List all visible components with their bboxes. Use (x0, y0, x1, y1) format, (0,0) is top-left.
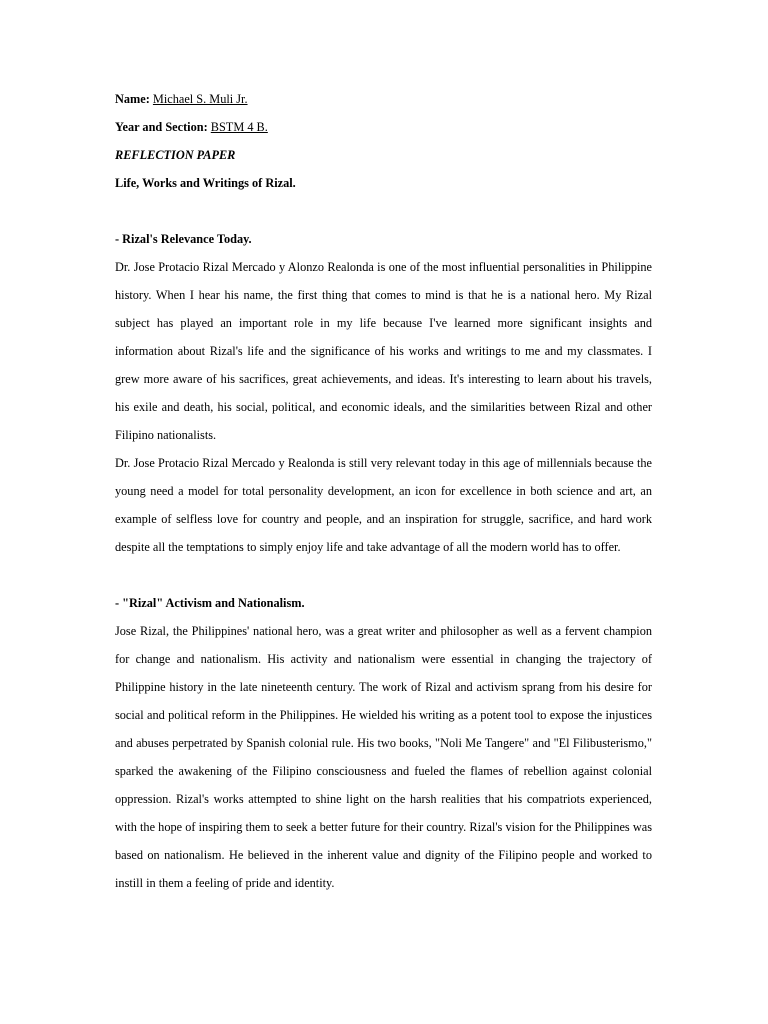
paragraph-activism-1: Jose Rizal, the Philippines' national hero, was a great writer and philosopher as well as a fervent champion for change and nationalism. His activity and nationalism were essential in changing the trajectory of Philippine history in the late nineteenth century. The work of Rizal and activism sprang from his desire for social and political reform in the Philippines. He wielded his writing as a potent tool to expose the injustices and abuses perpetrated by Spanish colonial rule. His two books, "Noli Me Tangere" and "El Filibusterismo," sparked the awakening of the Filipino consciousness and fueled the flames of rebellion against colonial oppression. Rizal's works attempted to shine light on the harsh realities that his compatriots experienced, with the hope of inspiring them to seek a better future for their country. Rizal's vision for the Philippines was based on nationalism. He believed in the inherent value and dignity of the Filipino people and worked to instill in them a feeling of pride and identity. (115, 624, 652, 890)
paper-type: REFLECTION PAPER (115, 148, 236, 162)
section-line (115, 113, 652, 141)
paragraph-relevance-2: Dr. Jose Protacio Rizal Mercado y Realonda is still very relevant today in this age of millennials because the young need a model for total personality development, an icon for excellence in both science and art, an example of selfless love for country and people, and an inspiration for struggle, sacrifice, and hard work despite all the temptations to simply enjoy life and take advantage of all the modern world has to offer. (115, 456, 652, 554)
section-heading-activism: - "Rizal" Activism and Nationalism. (115, 596, 305, 610)
name-value: Michael S. Muli Jr. (152, 92, 248, 106)
section-label: Year and Section: (115, 120, 208, 134)
spacer (115, 561, 652, 589)
paper-subject: Life, Works and Writings of Rizal. (115, 176, 296, 190)
name-line: Name: Michael S. Muli Jr. (115, 92, 248, 106)
name-label: Name (115, 92, 146, 106)
section-heading-relevance: - Rizal's Relevance Today. (115, 232, 252, 246)
section-value: BSTM 4 B. (210, 120, 268, 134)
paragraph-relevance-1: Dr. Jose Protacio Rizal Mercado y Alonzo Realonda is one of the most influential personalities in Philippine history. When I hear his name, the first thing that comes to mind is that he is a national hero. My Rizal subject has played an important role in my life because I've learned more significant insights and information about Rizal's life and the significance of his works and writings to me and my classmates. I grew more aware of his sacrifices, great achievements, and ideas. It's interesting to learn about his travels, his exile and death, his social, political, and economic ideals, and the similarities between Rizal and other Filipino nationalists. (115, 260, 652, 442)
spacer (115, 197, 652, 225)
document-page (115, 85, 652, 897)
